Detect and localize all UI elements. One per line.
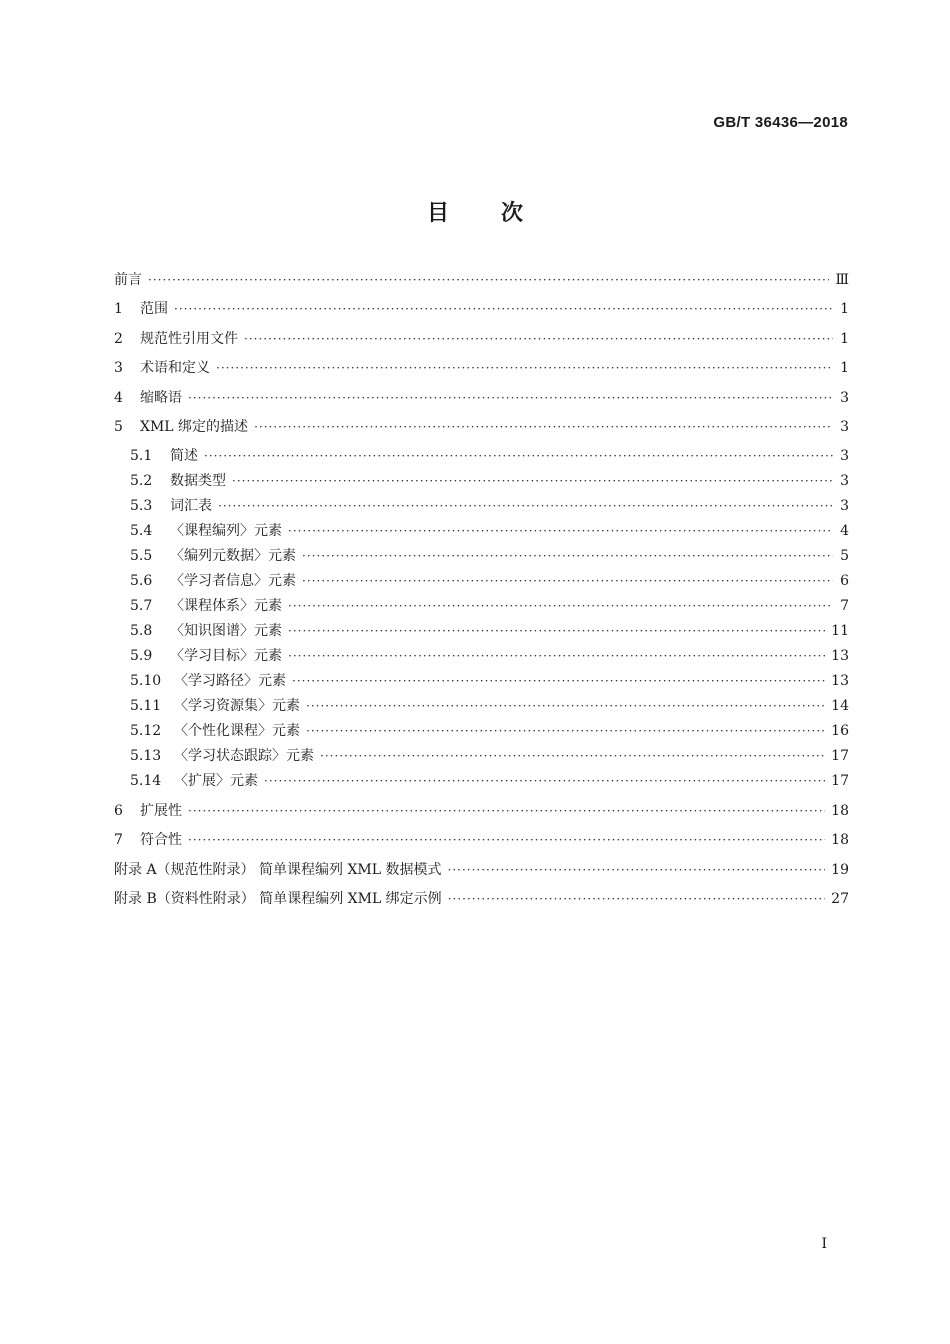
leader-dots — [254, 417, 833, 437]
toc-entry-page: 18 — [831, 802, 849, 819]
toc-entry-number: 5.12 — [130, 723, 162, 740]
toc-entry-number: 1 — [114, 301, 123, 318]
toc-entry-number: 7 — [114, 832, 123, 849]
toc-entry-label: 范围 — [140, 301, 168, 318]
toc-entry-page: 7 — [840, 598, 849, 615]
toc-entry-page: Ⅲ — [835, 272, 849, 288]
toc-entry-page: 3 — [840, 448, 849, 465]
leader-dots — [216, 358, 833, 378]
toc-entry-page: 13 — [831, 648, 849, 665]
toc-entry-number: 5.13 — [130, 748, 162, 765]
toc-entry-label: 词汇表 — [170, 498, 212, 515]
toc-entry-1[interactable] — [114, 299, 849, 319]
toc-entry-number: 5.14 — [130, 773, 162, 790]
toc-entry-label: 〈知识图谱〉元素 — [170, 623, 282, 640]
leader-dots — [320, 746, 825, 766]
toc-entry-7[interactable] — [114, 830, 849, 850]
toc-entry-number: 5.1 — [130, 448, 153, 465]
toc-entry-page: 27 — [831, 890, 849, 907]
leader-dots — [448, 889, 825, 909]
page-folio: Ⅰ — [821, 1236, 827, 1252]
toc-entry-5-12[interactable] — [114, 721, 849, 741]
toc-entry-4[interactable] — [114, 388, 849, 408]
leader-dots — [232, 471, 833, 491]
toc-entry-page: 18 — [831, 832, 849, 849]
page-title: 目次 — [426, 201, 575, 226]
toc-entry-label: 简述 — [170, 448, 198, 465]
toc-entry-number: 5.4 — [130, 523, 153, 540]
toc-entry-label: 数据类型 — [170, 473, 226, 490]
toc-entry-number: 2 — [114, 330, 123, 347]
toc-entry-number: 5.11 — [130, 698, 162, 715]
leader-dots — [302, 546, 833, 566]
toc-entry-page: 3 — [840, 498, 849, 515]
leader-dots — [448, 860, 826, 880]
toc-entry-number: 5.6 — [130, 573, 153, 590]
toc-entry-number: 3 — [114, 360, 123, 377]
toc-entry-number: 5.8 — [130, 623, 153, 640]
toc-entry-page: 3 — [840, 473, 849, 490]
toc-entry-page: 13 — [831, 673, 849, 690]
toc-entry-label: 术语和定义 — [140, 360, 210, 377]
leader-dots — [288, 621, 825, 641]
toc-entry-5-11[interactable] — [114, 696, 849, 716]
leader-dots — [174, 299, 833, 319]
toc-entry-page: 1 — [840, 301, 849, 318]
toc-entry-page: 17 — [831, 773, 849, 790]
toc-entry-5-10[interactable] — [114, 671, 849, 691]
toc-entry-label: XML 绑定的描述 — [140, 418, 249, 435]
toc-entry-label: 附录 A（规范性附录） 简单课程编列 XML 数据模式 — [114, 861, 442, 878]
leader-dots — [264, 771, 825, 791]
leader-dots — [204, 446, 833, 466]
leader-dots — [306, 721, 825, 741]
leader-dots — [188, 388, 833, 408]
toc-entry-label: 规范性引用文件 — [140, 330, 238, 347]
toc-entry-page: 6 — [840, 573, 849, 590]
toc-entry-number: 5.10 — [130, 673, 162, 690]
toc-entry-2[interactable] — [114, 329, 849, 349]
leader-dots — [148, 270, 829, 290]
leader-dots — [302, 571, 833, 591]
toc-entry-number: 5 — [114, 418, 123, 435]
leader-dots — [244, 329, 833, 349]
toc-entry-5-3[interactable] — [114, 496, 849, 516]
leader-dots — [292, 671, 825, 691]
toc-entry-page: 4 — [840, 523, 849, 540]
toc-entry-label: 扩展性 — [140, 802, 182, 819]
toc-entry-label: 符合性 — [140, 832, 182, 849]
toc-entry-5-5[interactable] — [114, 546, 849, 566]
toc-entry-page: 1 — [840, 330, 849, 347]
toc-entry-5-14[interactable] — [114, 771, 849, 791]
toc-entry-number: 5.3 — [130, 498, 153, 515]
toc-entry-6[interactable] — [114, 801, 849, 821]
leader-dots — [288, 646, 825, 666]
toc-entry-3[interactable] — [114, 358, 849, 378]
toc-entry-number: 4 — [114, 389, 123, 406]
standard-code: GB/T 36436—2018 — [713, 114, 848, 131]
leader-dots — [218, 496, 833, 516]
toc-entry-appendix-b[interactable] — [114, 889, 849, 909]
toc-entry-label: 〈学习资源集〉元素 — [174, 698, 300, 715]
toc-entry-number: 5.2 — [130, 473, 153, 490]
toc-entry-5-8[interactable] — [114, 621, 849, 641]
toc-entry-label: 〈编列元数据〉元素 — [170, 548, 296, 565]
toc-entry-5-1[interactable] — [114, 446, 849, 466]
toc-entry-label: 缩略语 — [140, 389, 182, 406]
toc-entry-page: 11 — [831, 623, 849, 640]
toc-entry-5-13[interactable] — [114, 746, 849, 766]
toc-entry-label: 〈课程体系〉元素 — [170, 598, 282, 615]
toc-entry-label: 附录 B（资料性附录） 简单课程编列 XML 绑定示例 — [114, 890, 442, 907]
leader-dots — [288, 596, 833, 616]
toc-entry-label: 前言 — [114, 272, 142, 288]
toc-entry-label: 〈学习状态跟踪〉元素 — [174, 748, 314, 765]
toc-entry-5[interactable] — [114, 417, 849, 437]
leader-dots — [288, 521, 833, 541]
toc-entry-label: 〈扩展〉元素 — [174, 773, 258, 790]
toc-entry-label: 〈学习目标〉元素 — [170, 648, 282, 665]
leader-dots — [188, 830, 825, 850]
table-of-contents — [114, 270, 849, 918]
toc-entry-page: 3 — [840, 389, 849, 406]
toc-entry-page: 17 — [831, 748, 849, 765]
toc-entry-label: 〈个性化课程〉元素 — [174, 723, 300, 740]
toc-entry-label: 〈学习路径〉元素 — [174, 673, 286, 690]
toc-entry-5-2[interactable] — [114, 471, 849, 491]
toc-entry-5-9[interactable] — [114, 646, 849, 666]
toc-entry-label: 〈学习者信息〉元素 — [170, 573, 296, 590]
toc-entry-number: 5.5 — [130, 548, 153, 565]
toc-entry-number: 6 — [114, 802, 123, 819]
toc-entry-page: 3 — [840, 418, 849, 435]
toc-entry-page: 14 — [831, 698, 849, 715]
toc-entry-label: 〈课程编列〉元素 — [170, 523, 282, 540]
toc-entry-5-6[interactable] — [114, 571, 849, 591]
toc-entry-page: 1 — [840, 360, 849, 377]
toc-entry-5-4[interactable] — [114, 521, 849, 541]
toc-entry-page: 16 — [831, 723, 849, 740]
leader-dots — [306, 696, 825, 716]
toc-entry-number: 5.9 — [130, 648, 153, 665]
toc-entry-page: 19 — [831, 861, 849, 878]
toc-entry-appendix-a[interactable] — [114, 860, 849, 880]
toc-entry-foreword[interactable] — [114, 270, 849, 290]
toc-entry-page: 5 — [840, 548, 849, 565]
leader-dots — [188, 801, 825, 821]
toc-entry-number: 5.7 — [130, 598, 153, 615]
toc-entry-5-7[interactable] — [114, 596, 849, 616]
